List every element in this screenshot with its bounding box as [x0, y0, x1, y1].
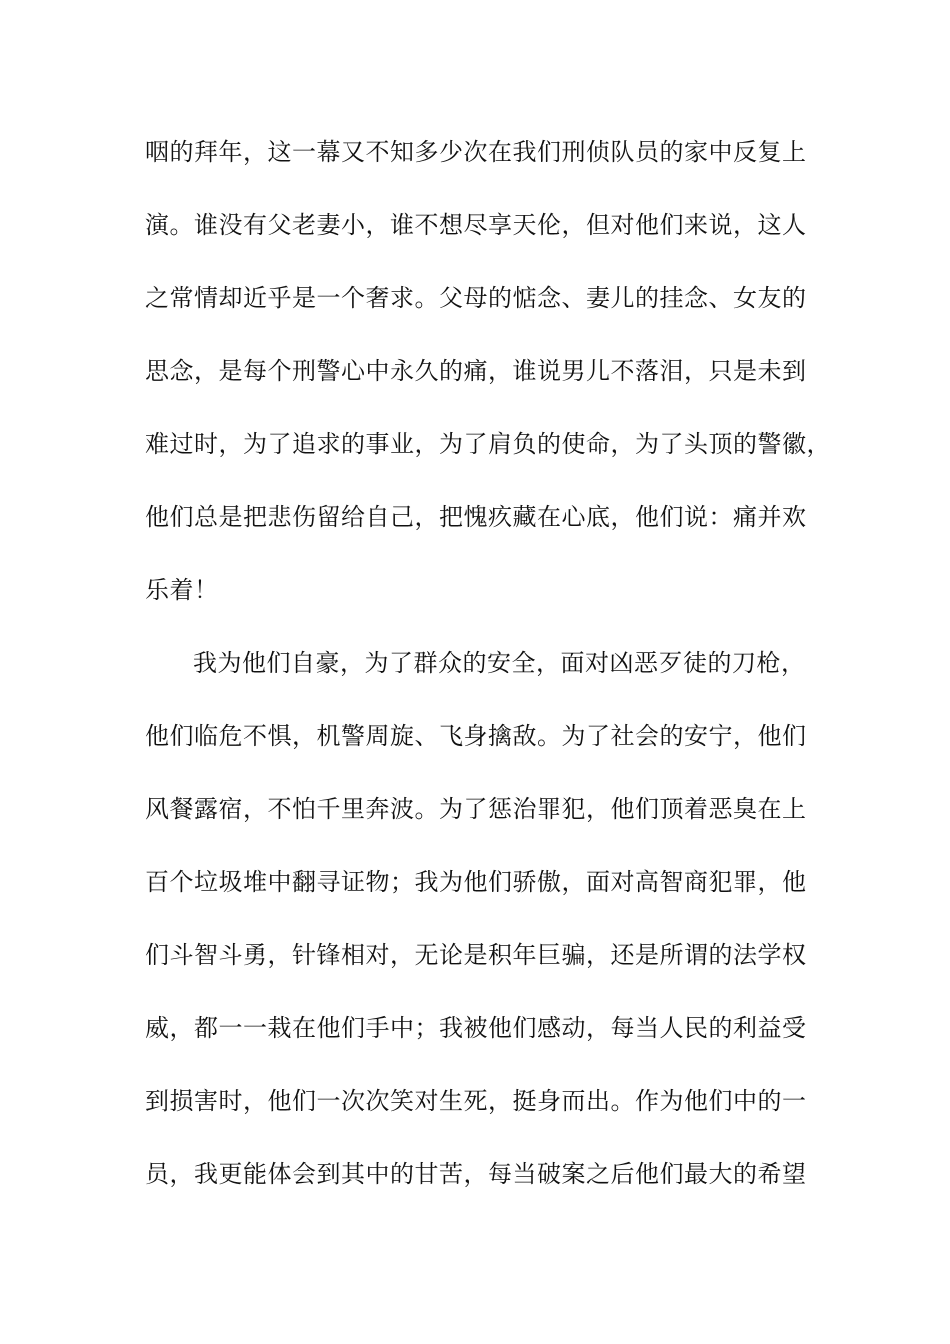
body-text — [145, 128, 831, 1223]
paragraph-2 — [145, 639, 825, 1199]
text-line: 员，我更能体会到其中的甘苦，每当破案之后他们最大的希望 — [145, 1160, 807, 1188]
text-line: 百个垃圾堆中翻寻证物；我为他们骄傲，面对高智商犯罪，他 — [145, 868, 807, 896]
text-line: 演。谁没有父老妻小，谁不想尽享天伦，但对他们来说，这人 — [145, 211, 807, 239]
text-line: 他们临危不惧，机警周旋、飞身擒敌。为了社会的安宁，他们 — [145, 722, 807, 750]
text-line: 思念，是每个刑警心中永久的痛，谁说男儿不落泪，只是未到 — [145, 357, 807, 385]
text-line: 咽的拜年，这一幕又不知多少次在我们刑侦队员的家中反复上 — [145, 138, 807, 166]
text-line: 们斗智斗勇，针锋相对，无论是积年巨骗，还是所谓的法学权 — [145, 941, 807, 969]
text-line: 风餐露宿，不怕千里奔波。为了惩治罪犯，他们顶着恶臭在上 — [145, 795, 807, 823]
text-line: 到损害时，他们一次次笑对生死，挺身而出。作为他们中的一 — [145, 1087, 807, 1115]
text-line-indented: 我为他们自豪，为了群众的安全，面对凶恶歹徒的刀枪， — [193, 649, 806, 677]
text-line: 威，都一一栽在他们手中；我被他们感动，每当人民的利益受 — [145, 1014, 807, 1042]
text-line: 乐着！ — [145, 576, 219, 604]
text-line: 难过时，为了追求的事业，为了肩负的使命，为了头顶的警徽， — [145, 430, 831, 458]
text-line: 之常情却近乎是一个奢求。父母的惦念、妻儿的挂念、女友的 — [145, 284, 807, 312]
text-line: 他们总是把悲伤留给自己，把愧疚藏在心底，他们说：痛并欢 — [145, 503, 807, 531]
paragraph-1 — [145, 128, 831, 615]
